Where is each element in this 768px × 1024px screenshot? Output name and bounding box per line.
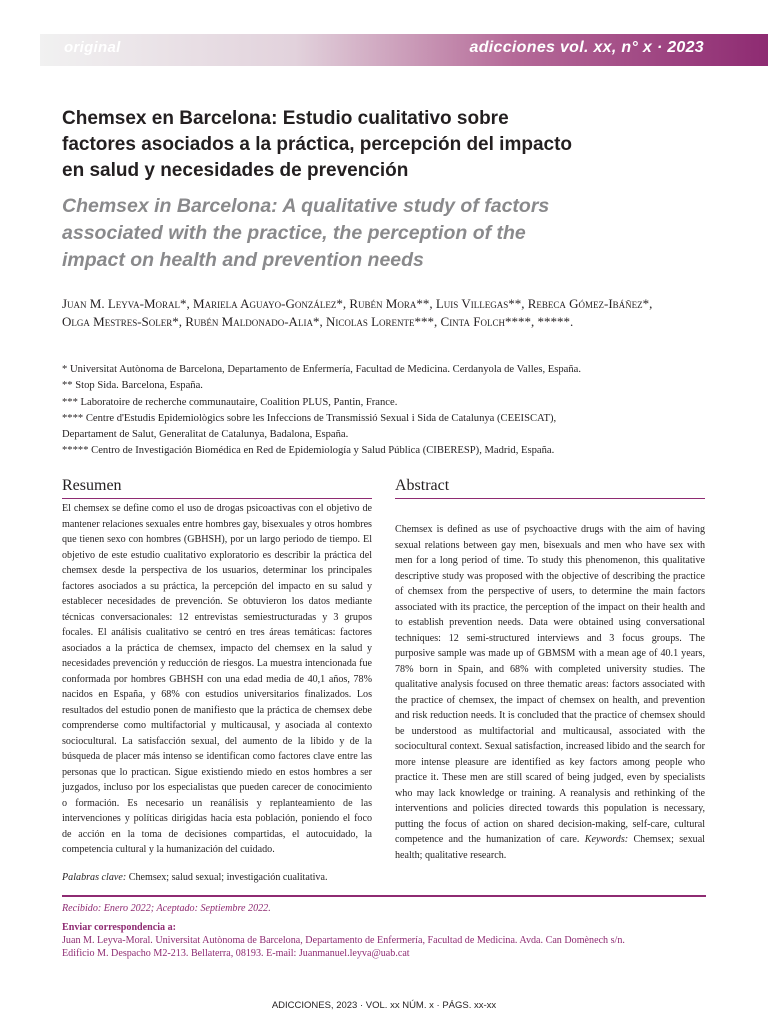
abstract-keywords-value: Chemsex; sexual health; qualitative research. (395, 834, 705, 861)
title-english: Chemsex in Barcelona: A qualitative study of factors associated with the practice, the perception of the impact on health and prevention needs (62, 195, 550, 271)
resumen-keywords-value: Chemsex; salud sexual; investigación cualitativa. (128, 872, 328, 883)
affiliation-3: *** Laboratoire de recherche communautaire, Coalition PLUS, Pantin, France. (62, 396, 398, 408)
section-divider (62, 895, 706, 897)
title-spanish: Chemsex en Barcelona: Estudio cualitativo sobre factores asociados a la práctica, percepción del impacto en salud y necesidades de prevención (62, 108, 573, 181)
abstract-text (395, 522, 705, 863)
resumen-keywords (62, 871, 372, 885)
abstract-keywords-label: Keywords: (584, 834, 629, 845)
affiliation-4-cont: Departament de Salut, Generalitat de Catalunya, Badalona, España. (62, 429, 349, 441)
resumen-keywords-label: Palabras clave: (62, 872, 127, 883)
correspondence-line-1: Juan M. Leyva-Moral. Universitat Autònoma de Barcelona, Departamento de Enfermería, Facultad de Medicina. Avda. Can Domènech s/n. (62, 935, 625, 946)
abstract-body: Chemsex is defined as use of psychoactive drugs with the aim of having sexual relations between gay men, bisexuals and men who have sex with men for a long period of time. To study this phenomenon, this qualitative descriptive study was proposed with the objective of describing the practice of chemsex from the perspective of users, to determine the main factors associated with its practice, the perception of the impact on their health and to establish prevention needs. Data were obtained using conversational techniques: 12 semi-structured interviews and 3 focus groups. The purposive sample was made up of GBMSM with a mean age of 40.1 years, 78% born in Spain, and 68% with completed university studies. The qualitative analysis focused on three thematic areas: factors associated with the practice of chemsex, the impact of chemsex on health, and prevention and risk reduction needs. It is concluded that the practice of chemsex should be understood as multifactorial and multicausal, associated with the sociocultural context. Sexual satisfaction, increased libido and the search for more intense pleasure are identified as key factors among people who practice it. These men are still scared of being judged, even by specialists who may lack knowledge or training. A reanalysis and rethinking of the interventions and policies directed towards this population is necessary, putting the focus of action on shared decision-making, self-care, cultural competence and the humanization of care. (395, 524, 705, 845)
affiliation-4: **** Centre d'Estudis Epidemiològics sobre les Infeccions de Transmissió Sexual i Sida de Catalunya (CEEISCAT), (62, 412, 557, 424)
journal-banner (40, 34, 768, 66)
affiliations (62, 362, 702, 460)
journal-issue: adicciones vol. xx, n° x · 2023 (469, 39, 704, 56)
abstract-heading: Abstract (395, 476, 705, 499)
resumen-heading: Resumen (62, 476, 372, 499)
author-list: Juan M. Leyva-Moral*, Mariela Aguayo-González*, Rubén Mora**, Luis Villegas**, Rebeca Gómez-Ibáñez*, Olga Mestres-Soler*, Rubén Maldonado-Alia*, Nicolas Lorente***, Cinta Folch****, *****. (62, 296, 653, 329)
correspondence-heading: Enviar correspondencia a: (62, 922, 177, 933)
resumen-text: El chemsex se define como el uso de drogas psicoactivas con el objetivo de mantener relaciones sexuales entre hombres gay, bisexuales y otros hombres que tienen sexo con hombres (GBHSH), por un largo periodo de tiempo. El objetivo de este estudio cualitativo exploratorio es describir la práctica del chemsex desde la perspectiva de los usuarios, determinar los principales factores asociados a su práctica, la percepción del impacto en su salud y establecer necesidades de prevención. Se obtuvieron los datos mediante técnicas conversacionales: 12 entrevistas semiestructuradas y 3 grupos focales. El análisis cualitativo se centró en tres áreas temáticas: factores asociados a la práctica de chemsex, impacto del chemsex en la salud y necesidades prevención y reducción de riesgos. La muestra intencionada fue conformada por hombres GBHSH con una edad media de 40,1 años, 78% nacidos en España, y 68% con estudios universitarios finalizados. Los resultados del estudio ponen de manifiesto que la práctica de chemsex debe comprenderse como multifactorial y multicausal, y asociada al contexto sociocultural. La satisfacción sexual, del aumento de la libido y de la búsqueda de placer más intenso se identifican como factores clave entre las personas que lo practican. Sigue existiendo miedo en estos hombres a ser juzgados, incluso por los especialistas que pueden carecer de conocimiento o formación. Es necesario un reanálisis y replanteamiento de las intervenciones y políticas dirigidas hacia esta población, poniendo el foco de acción en la toma de decisiones compartidas, el autocuidado, la competencia cultural y la humanización del cuidado. (62, 503, 372, 855)
page-footer: ADICCIONES, 2023 · VOL. xx NÚM. x · PÁGS. xx-xx (271, 1000, 497, 1011)
received-dates: Recibido: Enero 2022; Aceptado: Septiembre 2022. (62, 903, 271, 914)
affiliation-5: ***** Centro de Investigación Biomédica en Red de Epidemiología y Salud Pública (CIBERESP), Madrid, España. (62, 445, 555, 457)
section-label: original (64, 39, 121, 56)
correspondence-line-2: Edificio M. Despacho M2-213. Bellaterra, 08193. E-mail: Juanmanuel.leyva@uab.cat (62, 947, 410, 959)
affiliation-1: * Universitat Autònoma de Barcelona, Departamento de Enfermería, Facultad de Medicina. Cerdanyola de Valles, España. (62, 364, 582, 375)
affiliation-2: ** Stop Sida. Barcelona, España. (62, 380, 203, 392)
correspondence-details (62, 935, 722, 960)
